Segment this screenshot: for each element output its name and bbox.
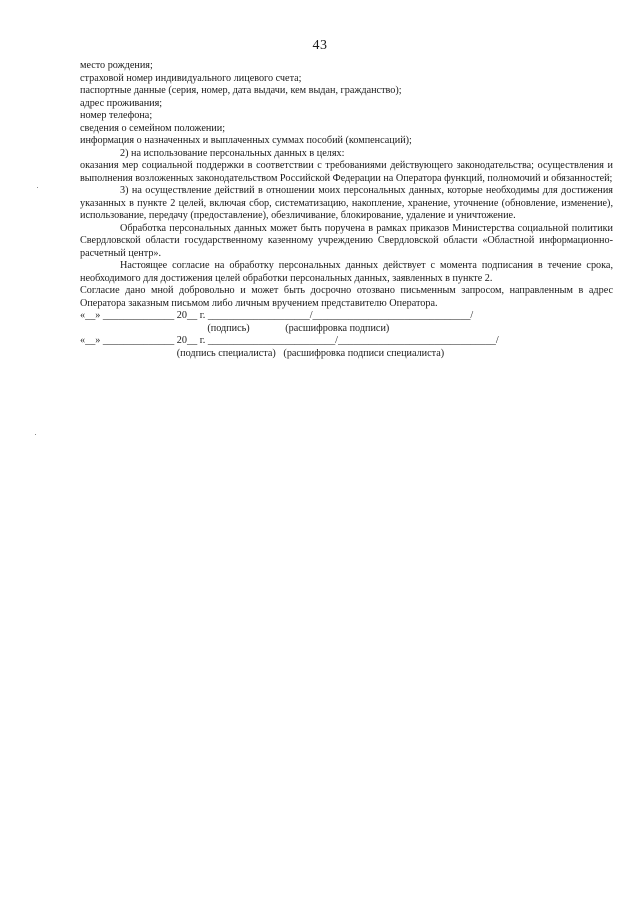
page-number: 43 bbox=[312, 38, 328, 53]
list-item: место рождения; bbox=[80, 60, 153, 71]
actions-paragraph: 3) на осуществление действий в отношении моих персональных данных, которые необходимы для достижения указанных в пункте 2 целей, включая сбор, систематизацию, накопление, хранение, уточнение (обновление, изменение), использование, передачу (предоставление), обезличивание, блокирование, удаление и уничтожение. bbox=[80, 185, 613, 221]
signature-block bbox=[80, 310, 613, 360]
list-item: паспортные данные (серия, номер, дата выдачи, кем выдан, гражданство); bbox=[80, 85, 402, 96]
list-item: адрес проживания; bbox=[80, 97, 163, 109]
personal-data-list bbox=[80, 60, 613, 148]
revocation-paragraph: Согласие дано мной добровольно и может быть досрочно отозвано письменным запросом, направленным в адрес Оператора заказным письмом либо личным вручением представителю Оператора. bbox=[80, 285, 613, 309]
processing-paragraph: Обработка персональных данных может быть поручена в рамках приказов Министерства социальной политики Свердловской области государственному казенному учреждению Свердловской области «Областной информационно-расчетный центр». bbox=[80, 222, 613, 259]
scan-speck bbox=[37, 187, 38, 188]
list-item: страховой номер индивидуального лицевого счета; bbox=[80, 72, 302, 84]
list-item: информация о назначенных и выплаченных суммах пособий (компенсаций); bbox=[80, 135, 412, 146]
signature-line-applicant: «__» ______________ 20__ г. ____________________/_______________________________/ bbox=[80, 310, 474, 321]
purpose-paragraph: оказания мер социальной поддержки в соответствии с требованиями действующего законодательства; осуществления и выполнения возложенных законодательством Российской Федерации на Оператора функций, полномочий и обязанностей; bbox=[80, 160, 613, 184]
validity-paragraph: Настоящее согласие на обработку персональных данных действует с момента подписания в течение срока, необходимого для достижения целей обработки персональных данных, заявленных в пункте 2. bbox=[80, 260, 613, 284]
scan-speck bbox=[35, 434, 36, 435]
purpose-heading: 2) на использование персональных данных в целях: bbox=[120, 147, 345, 159]
list-item: номер телефона; bbox=[80, 110, 153, 121]
list-item: сведения о семейном положении; bbox=[80, 122, 226, 134]
signature-line-specialist: «__» ______________ 20__ г. _________________________/_______________________________/ bbox=[80, 335, 499, 346]
signature-caption-specialist: (подпись специалиста) (расшифровка подписи специалиста) bbox=[80, 347, 445, 359]
document-body bbox=[80, 60, 613, 360]
signature-caption-applicant: (подпись) (расшифровка подписи) bbox=[80, 322, 390, 334]
